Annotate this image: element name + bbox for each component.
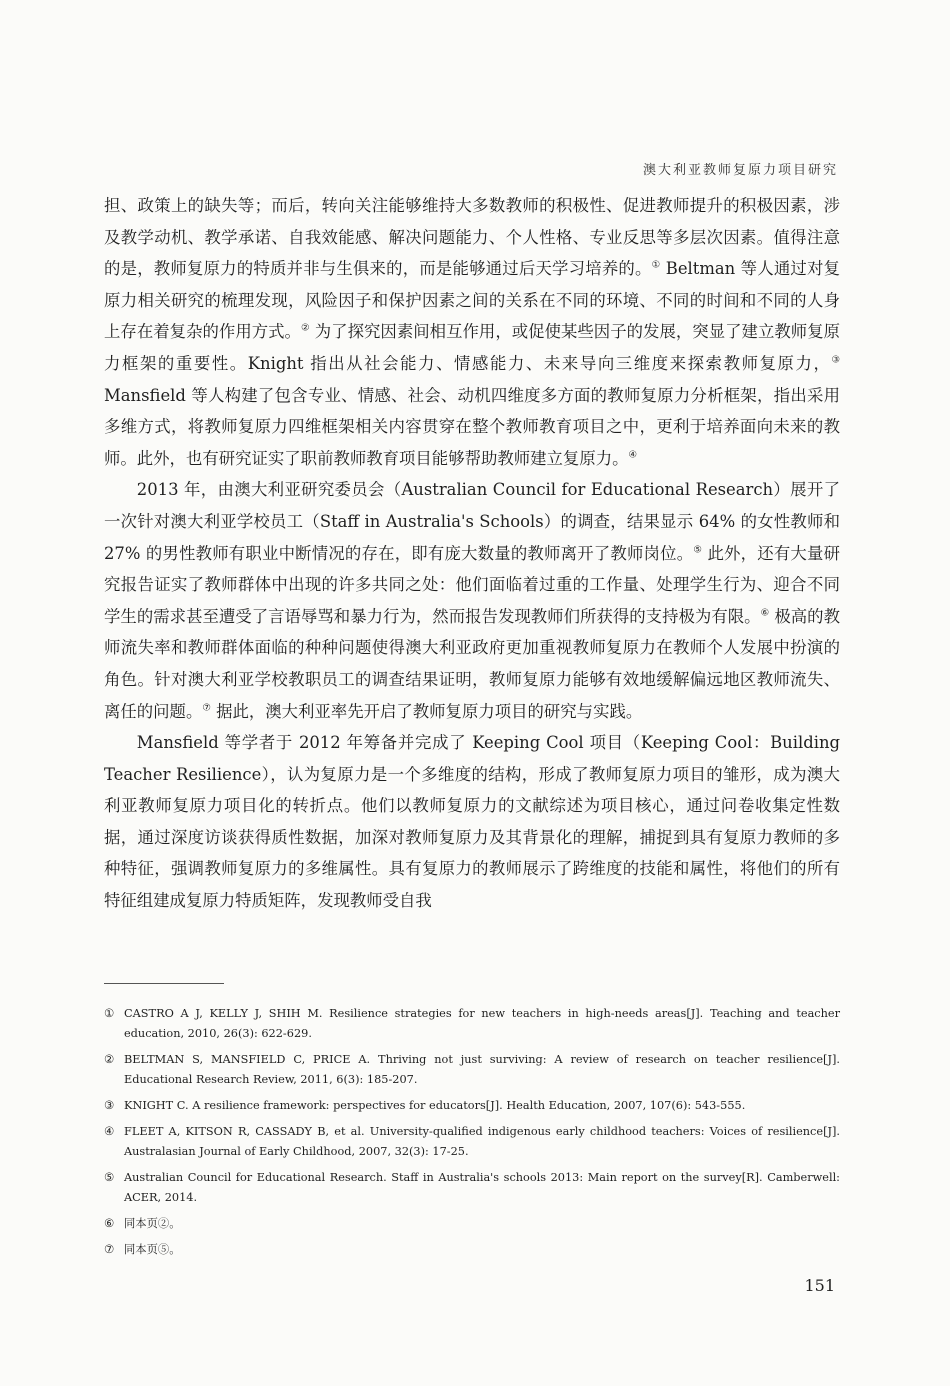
page-number: 151	[804, 1276, 835, 1295]
footnote-rule	[104, 983, 224, 984]
footnote-text: Australian Council for Educational Research. Staff in Australia's schools 2013: Main report on the survey[R]. Camberwell: ACER, 2014.	[124, 1171, 840, 1204]
footnote-item	[104, 1096, 840, 1116]
paragraph-text: Mansfield 等学者于 2012 年筹备并完成了 Keeping Cool 项目（Keeping Cool：Building Teacher Resilience），认为复原力是一个多维度的结构，形成了教师复原力项目的雏形，成为澳大利亚教师复原力项目化的转折点。他们以教师复原力的文献综述为项目核心，通过问卷收集定性数据，通过深度访谈获得质性数据，加深对教师复原力及其背景化的理解，捕捉到具有复原力教师的多种特征，强调教师复原力的多维属性。具有复原力的教师展示了跨维度的技能和属性，将他们的所有特征组建成复原力特质矩阵，发现教师受自我	[104, 733, 840, 911]
paragraph-text: 极高的教师流失率和教师群体面临的种种问题使得澳大利亚政府更加重视教师复原力在教师个人发展中扮演的角色。针对澳大利亚学校教职员工的调查结果证明，教师复原力能够有效地缓解偏远地区教师流失、离任的问题。	[104, 606, 840, 721]
footnote-item	[104, 1240, 840, 1260]
paragraph-text: Mansfield 等人构建了包含专业、情感、社会、动机四维度多方面的教师复原力分析框架，指出采用多维方式，将教师复原力四维框架相关内容贯穿在整个教师教育项目之中，更利于培养面向未来的教师。此外，也有研究证实了职前教师教育项目能够帮助教师建立复原力。	[104, 385, 840, 468]
footnote-mark: ⑦	[104, 1243, 115, 1256]
paragraph	[104, 474, 840, 727]
footnote-item	[104, 1214, 840, 1234]
paragraph-text: 2013 年，由澳大利亚研究委员会（Australian Council for Educational Research）展开了一次针对澳大利亚学校员工（Staff in Australia's Schools）的调查，结果显示 64% 的女性教师和 27% 的男性教师有职业中断情况的存在，即有庞大数量的教师离开了教师岗位。	[104, 480, 840, 563]
footnote-item	[104, 1122, 840, 1162]
paragraph	[104, 190, 840, 474]
paragraph-text: Beltman 等人通过对复原力相关研究的梳理发现，风险因子和保护因素之间的关系在不同的环境、不同的时间和不同的人身上存在着复杂的作用方式。	[104, 259, 840, 342]
running-header: 澳大利亚教师复原力项目研究	[642, 163, 838, 178]
footnote-reference[interactable]: ③	[831, 354, 840, 366]
footnote-text: 同本页②。	[124, 1217, 181, 1230]
paragraph-text: 为了探究因素间相互作用，或促使某些因子的发展，突显了建立教师复原力框架的重要性。Knight 指出从社会能力、情感能力、未来导向三维度来探索教师复原力，	[104, 322, 840, 373]
footnote-mark: ⑤	[104, 1171, 115, 1184]
paragraph	[104, 727, 840, 917]
footnote-mark: ①	[104, 1007, 115, 1020]
footnote-reference[interactable]: ①	[651, 259, 661, 271]
footnote-mark: ②	[104, 1053, 115, 1066]
footnote-item	[104, 1168, 840, 1208]
footnote-text: KNIGHT C. A resilience framework: perspectives for educators[J]. Health Education, 2007, 107(6): 543-555.	[124, 1099, 746, 1112]
footnote-reference[interactable]: ⑤	[693, 544, 703, 556]
footnote-mark: ④	[104, 1125, 115, 1138]
footnote-item	[104, 1004, 840, 1044]
footnote-mark: ③	[104, 1099, 115, 1112]
body-text	[104, 190, 840, 917]
footnote-reference[interactable]: ②	[300, 322, 310, 334]
paragraph-text: 据此，澳大利亚率先开启了教师复原力项目的研究与实践。	[210, 701, 643, 721]
footnote-reference[interactable]: ⑥	[760, 607, 770, 619]
footnote-text: BELTMAN S, MANSFIELD C, PRICE A. Thriving not just surviving: A review of research on teacher resilience[J]. Educational Research Review, 2011, 6(3): 185-207.	[124, 1053, 840, 1086]
footnotes	[104, 1004, 840, 1266]
footnote-reference[interactable]: ④	[628, 449, 638, 461]
footnote-text: 同本页⑤。	[124, 1243, 181, 1256]
footnote-reference[interactable]: ⑦	[202, 702, 211, 714]
footnote-item	[104, 1050, 840, 1090]
paragraph-text: 担、政策上的缺失等；而后，转向关注能够维持大多数教师的积极性、促进教师提升的积极因素，涉及教学动机、教学承诺、自我效能感、解决问题能力、个人性格、专业反思等多层次因素。值得注意的是，教师复原力的特质并非与生俱来的，而是能够通过后天学习培养的。	[104, 196, 840, 279]
footnote-text: FLEET A, KITSON R, CASSADY B, et al. University-qualified indigenous early childhood teachers: Voices of resilience[J]. Australasian Journal of Early Childhood, 2007, 32(3): 17-25.	[124, 1125, 840, 1158]
paragraph-text: 此外，还有大量研究报告证实了教师群体中出现的许多共同之处：他们面临着过重的工作量、处理学生行为、迎合不同学生的需求甚至遭受了言语辱骂和暴力行为，然而报告发现教师们所获得的支持极为有限。	[104, 543, 840, 626]
footnote-text: CASTRO A J, KELLY J, SHIH M. Resilience strategies for new teachers in high-needs areas[J]. Teaching and teacher education, 2010, 26(3): 622-629.	[124, 1007, 840, 1040]
footnote-mark: ⑥	[104, 1217, 115, 1230]
